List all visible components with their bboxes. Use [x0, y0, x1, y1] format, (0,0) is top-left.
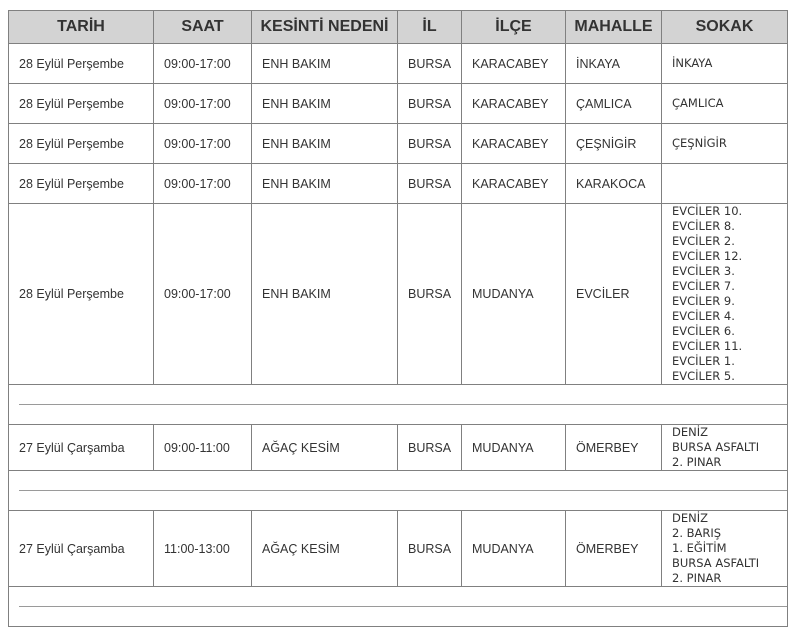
cell-neden: ENH BAKIM [252, 124, 398, 164]
cell-il: BURSA [398, 164, 462, 204]
cell-mahalle: ÖMERBEY [566, 511, 662, 587]
cell-ilce: MUDANYA [462, 204, 566, 385]
separator-line [19, 490, 787, 491]
cell-ilce: MUDANYA [462, 425, 566, 471]
cell-il: BURSA [398, 44, 462, 84]
street-name: EVCİLER 3. [672, 264, 735, 278]
street-name: EVCİLER 7. [672, 279, 735, 293]
table-header-row [9, 11, 788, 44]
cell-neden: ENH BAKIM [252, 204, 398, 385]
header-tarih: TARİH [9, 11, 154, 44]
table-row [9, 164, 788, 204]
outage-table [8, 10, 788, 627]
cell-ilce: KARACABEY [462, 84, 566, 124]
cell-saat: 09:00-17:00 [154, 124, 252, 164]
street-name: ÇAMLICA [672, 96, 724, 110]
street-name: EVCİLER 6. [672, 324, 735, 338]
cell-saat: 09:00-11:00 [154, 425, 252, 471]
group-separator-row [9, 385, 788, 425]
cell-ilce: KARACABEY [462, 164, 566, 204]
cell-ilce: KARACABEY [462, 44, 566, 84]
street-name: DENİZ [672, 511, 708, 525]
cell-saat: 09:00-17:00 [154, 164, 252, 204]
street-name: EVCİLER 5. [672, 369, 735, 383]
cell-neden: ENH BAKIM [252, 44, 398, 84]
header-sokak: SOKAK [662, 11, 788, 44]
street-name: EVCİLER 9. [672, 294, 735, 308]
group-separator-row [9, 587, 788, 627]
street-name: EVCİLER 4. [672, 309, 735, 323]
street-name: 2. BARIŞ [672, 526, 722, 540]
table-row [9, 425, 788, 471]
cell-tarih: 28 Eylül Perşembe [9, 204, 154, 385]
street-name: BURSA ASFALTI [672, 556, 760, 570]
street-name: EVCİLER 10. [672, 204, 743, 218]
cell-mahalle: ÇEŞNİGİR [566, 124, 662, 164]
header-saat: SAAT [154, 11, 252, 44]
cell-tarih: 28 Eylül Perşembe [9, 84, 154, 124]
street-name: İNKAYA [672, 56, 713, 70]
street-name: ÇEŞNİGİR [672, 136, 727, 150]
table-row [9, 44, 788, 84]
cell-saat: 09:00-17:00 [154, 84, 252, 124]
cell-sokak [662, 204, 788, 385]
table-row [9, 124, 788, 164]
cell-il: BURSA [398, 84, 462, 124]
table-row [9, 84, 788, 124]
street-name: EVCİLER 2. [672, 234, 735, 248]
group-separator-row [9, 471, 788, 511]
cell-sokak [662, 124, 788, 164]
cell-mahalle: İNKAYA [566, 44, 662, 84]
cell-sokak [662, 511, 788, 587]
cell-neden: ENH BAKIM [252, 164, 398, 204]
cell-il: BURSA [398, 204, 462, 385]
table-row [9, 511, 788, 587]
street-name: EVCİLER 1. [672, 354, 735, 368]
cell-il: BURSA [398, 511, 462, 587]
cell-tarih: 28 Eylül Perşembe [9, 164, 154, 204]
cell-tarih: 27 Eylül Çarşamba [9, 425, 154, 471]
cell-saat: 09:00-17:00 [154, 44, 252, 84]
street-name: BURSA ASFALTI [672, 440, 760, 454]
cell-neden: AĞAÇ KESİM [252, 511, 398, 587]
street-name: EVCİLER 11. [672, 339, 743, 353]
header-mahalle: MAHALLE [566, 11, 662, 44]
header-kesinti-nedeni: KESİNTİ NEDENİ [252, 11, 398, 44]
street-name: EVCİLER 12. [672, 249, 743, 263]
cell-ilce: KARACABEY [462, 124, 566, 164]
header-ilce: İLÇE [462, 11, 566, 44]
separator-line [19, 404, 787, 405]
street-name: EVCİLER 8. [672, 219, 735, 233]
cell-il: BURSA [398, 425, 462, 471]
cell-mahalle: ÇAMLICA [566, 84, 662, 124]
cell-ilce: MUDANYA [462, 511, 566, 587]
cell-tarih: 28 Eylül Perşembe [9, 44, 154, 84]
cell-sokak [662, 44, 788, 84]
cell-tarih: 27 Eylül Çarşamba [9, 511, 154, 587]
cell-neden: AĞAÇ KESİM [252, 425, 398, 471]
cell-mahalle: EVCİLER [566, 204, 662, 385]
cell-mahalle: KARAKOCA [566, 164, 662, 204]
cell-il: BURSA [398, 124, 462, 164]
cell-neden: ENH BAKIM [252, 84, 398, 124]
cell-saat: 11:00-13:00 [154, 511, 252, 587]
separator-line [19, 606, 787, 607]
street-name: DENİZ [672, 425, 708, 439]
table-row [9, 204, 788, 385]
cell-sokak [662, 425, 788, 471]
cell-tarih: 28 Eylül Perşembe [9, 124, 154, 164]
cell-sokak [662, 164, 788, 204]
cell-saat: 09:00-17:00 [154, 204, 252, 385]
cell-mahalle: ÖMERBEY [566, 425, 662, 471]
street-name: 2. PINAR [672, 455, 722, 469]
street-name: 2. PINAR [672, 571, 722, 585]
street-name: 1. EĞİTİM [672, 541, 727, 555]
header-il: İL [398, 11, 462, 44]
cell-sokak [662, 84, 788, 124]
